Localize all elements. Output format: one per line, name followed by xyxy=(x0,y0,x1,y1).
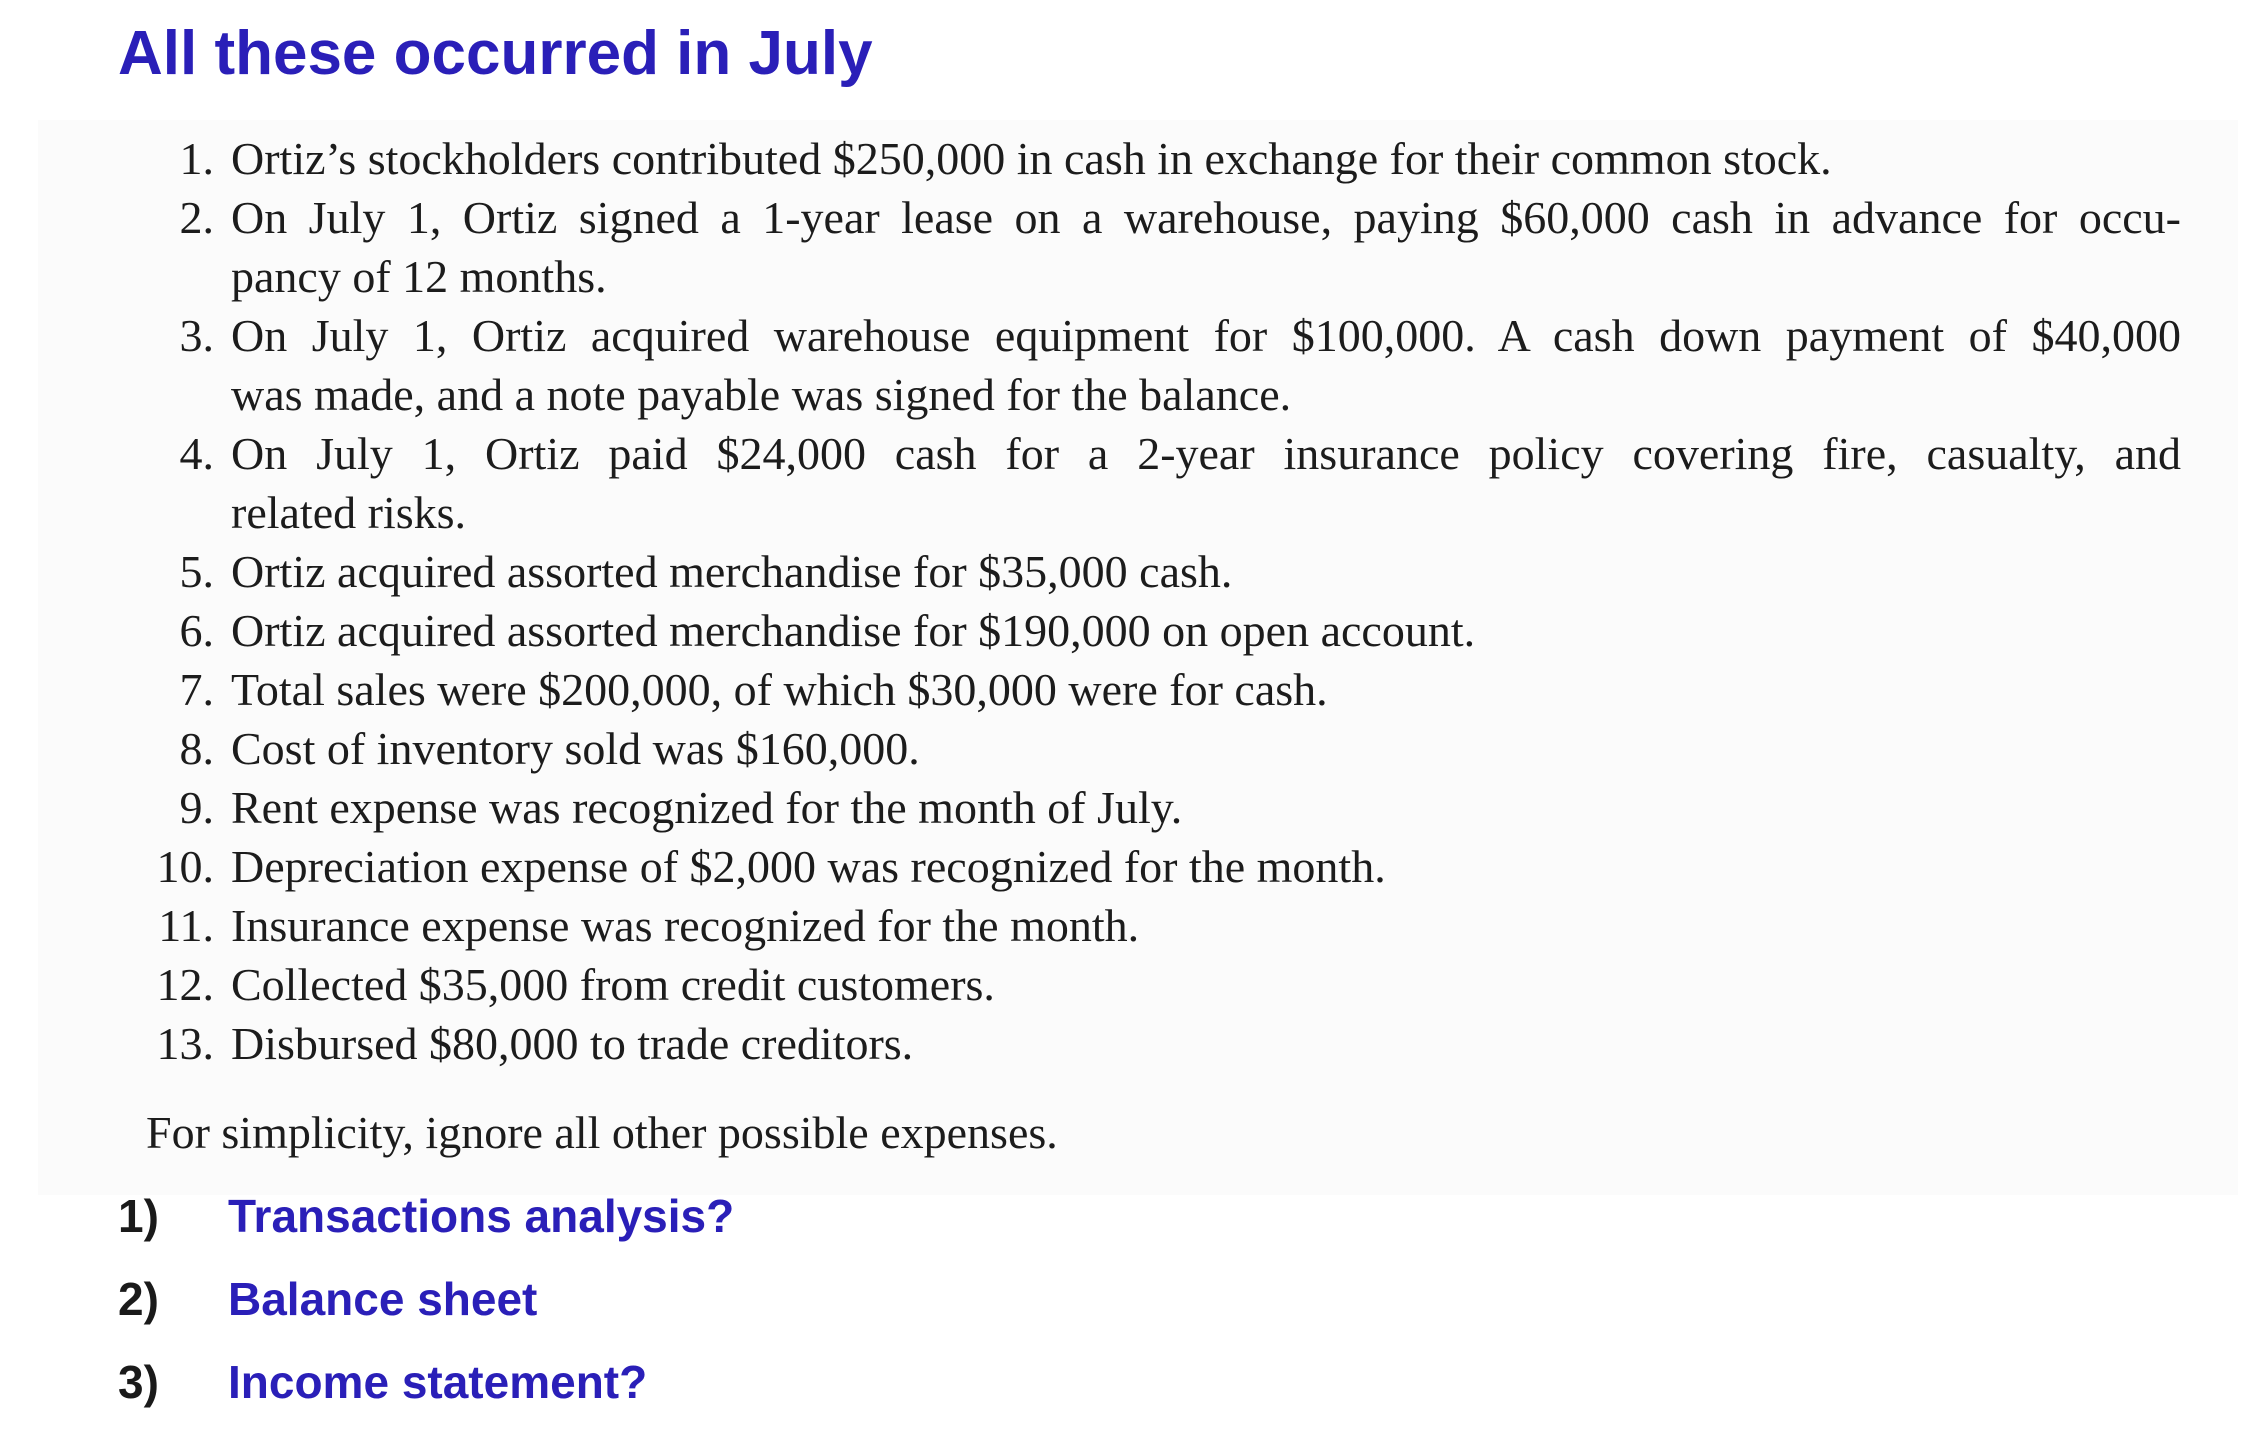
item-number: 10. xyxy=(156,841,214,892)
list-item xyxy=(0,955,2241,1014)
list-item xyxy=(0,837,2241,896)
item-text: Collected $35,000 from credit customers. xyxy=(231,959,995,1010)
item-number: 2. xyxy=(179,192,214,243)
list-item xyxy=(0,129,2241,188)
question-number: 3) xyxy=(118,1356,159,1408)
item-number: 8. xyxy=(179,723,214,774)
item-number: 9. xyxy=(179,782,214,833)
list-item xyxy=(0,719,2241,778)
list-item xyxy=(0,660,2241,719)
list-item xyxy=(0,306,2241,424)
transaction-list xyxy=(0,129,2241,1073)
item-text: On July 1, Ortiz signed a 1-year lease on a warehouse, paying $60,000 cash in advance for occu- xyxy=(231,192,2181,243)
list-item xyxy=(0,601,2241,660)
item-text-continued: related risks. xyxy=(231,487,467,538)
list-item xyxy=(0,778,2241,837)
item-number: 6. xyxy=(179,605,214,656)
item-text: Rent expense was recognized for the month of July. xyxy=(231,782,1183,833)
item-text: On July 1, Ortiz acquired warehouse equipment for $100,000. A cash down payment of $40,000 xyxy=(231,310,2181,361)
item-number: 5. xyxy=(179,546,214,597)
item-number: 3. xyxy=(179,310,214,361)
item-number: 13. xyxy=(156,1018,214,1069)
item-text: Insurance expense was recognized for the month. xyxy=(231,900,1140,951)
item-text: Cost of inventory sold was $160,000. xyxy=(231,723,920,774)
item-text-continued: was made, and a note payable was signed for the balance. xyxy=(231,369,1292,420)
question-text: Balance sheet xyxy=(228,1273,538,1325)
item-number: 12. xyxy=(156,959,214,1010)
list-item xyxy=(0,424,2241,542)
item-text: Total sales were $200,000, of which $30,000 were for cash. xyxy=(231,664,1328,715)
item-number: 4. xyxy=(179,428,214,479)
list-item xyxy=(0,896,2241,955)
question-text: Income statement? xyxy=(228,1356,648,1408)
question-text: Transactions analysis? xyxy=(228,1190,735,1242)
item-text: Ortiz’s stockholders contributed $250,000 in cash in exchange for their common stock. xyxy=(231,133,1832,184)
footnote: For simplicity, ignore all other possible expenses. xyxy=(146,1107,1058,1158)
item-text: Ortiz acquired assorted merchandise for $35,000 cash. xyxy=(231,546,1233,597)
item-text: Ortiz acquired assorted merchandise for $190,000 on open account. xyxy=(231,605,1476,656)
question-number: 2) xyxy=(118,1273,159,1325)
list-item xyxy=(0,1014,2241,1073)
item-text: Depreciation expense of $2,000 was recognized for the month. xyxy=(231,841,1386,892)
item-number: 7. xyxy=(179,664,214,715)
question-number: 1) xyxy=(118,1190,159,1242)
item-text: On July 1, Ortiz paid $24,000 cash for a 2-year insurance policy covering fire, casualty, and xyxy=(231,428,2181,479)
item-text-continued: pancy of 12 months. xyxy=(231,251,607,302)
item-text: Disbursed $80,000 to trade creditors. xyxy=(231,1018,914,1069)
item-number: 1. xyxy=(179,133,214,184)
list-item xyxy=(0,188,2241,306)
item-number: 11. xyxy=(158,900,214,951)
page-title: All these occurred in July xyxy=(118,19,873,88)
list-item xyxy=(0,542,2241,601)
